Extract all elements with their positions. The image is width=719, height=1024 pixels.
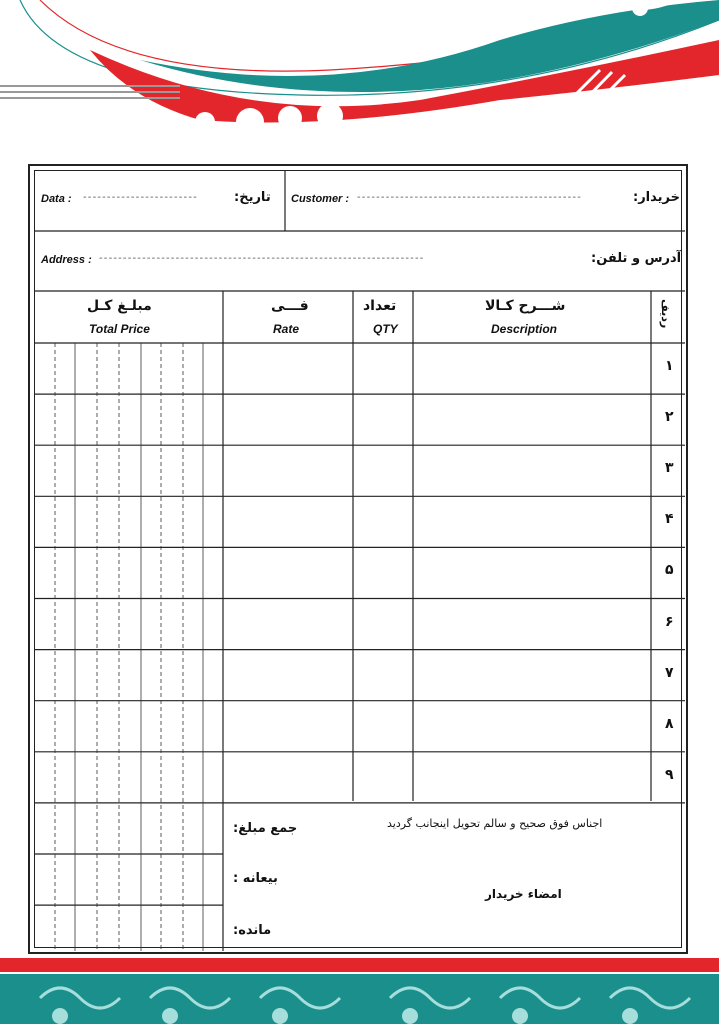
row-number: ۵ — [665, 562, 674, 579]
col-rate-fa: فـــی — [271, 298, 309, 314]
sum-label: جمع مبلغ: — [233, 821, 298, 836]
col-total-en: Total Price — [89, 322, 150, 336]
row-number: ۲ — [665, 409, 674, 426]
address-field[interactable]: - - - - - - - - - - - - - - - - - - - - - - - - - - - - - - - - - - - - - - - - - - - - - - - - - - - - - - - - - - - - - - - - - - - - — [99, 253, 423, 264]
date-label-en: Data : — [41, 193, 72, 205]
col-total-fa: مبلـغ کـل — [87, 298, 152, 314]
row-number: ۱ — [665, 358, 674, 374]
customer-label-fa: خریدار: — [633, 190, 680, 205]
col-description-fa: شـــرح کـالا — [485, 298, 566, 314]
invoice-form — [28, 164, 688, 954]
row-number: ۷ — [665, 664, 674, 681]
footer-pattern-decoration — [0, 958, 719, 1024]
header-wave-decoration — [0, 0, 719, 140]
row-number: ۶ — [665, 613, 674, 630]
deposit-label: بیعانه : — [233, 871, 278, 886]
col-row-header: ردیف — [659, 299, 672, 329]
date-field[interactable]: - - - - - - - - - - - - - - - - - - - - - - - - — [83, 192, 196, 203]
date-label-fa: تاریخ: — [234, 190, 271, 205]
invoice-form-inner-border — [34, 170, 682, 948]
address-label-fa: آدرس و تلفن: — [591, 251, 682, 266]
address-label-en: Address : — [41, 254, 92, 266]
customer-field[interactable]: - - - - - - - - - - - - - - - - - - - - - - - - - - - - - - - - - - - - - - - - - - - - - - - — [357, 192, 580, 203]
col-description-en: Description — [491, 322, 558, 336]
remaining-label: مانده: — [233, 923, 272, 938]
buyer-signature-label: امضاء خریدار — [485, 887, 562, 901]
row-number: ۹ — [665, 766, 674, 783]
col-qty-en: QTY — [373, 322, 398, 336]
row-number: ۳ — [665, 460, 674, 477]
col-qty-fa: تعداد — [363, 298, 397, 314]
row-number: ۴ — [665, 511, 674, 528]
invoice-grid — [35, 171, 685, 951]
row-number: ۸ — [665, 715, 674, 732]
delivery-confirmation-text: اجناس فوق صحیح و سالم تحویل اینجانب گردید — [387, 817, 603, 830]
col-rate-en: Rate — [273, 322, 300, 336]
customer-label-en: Customer : — [291, 193, 350, 205]
